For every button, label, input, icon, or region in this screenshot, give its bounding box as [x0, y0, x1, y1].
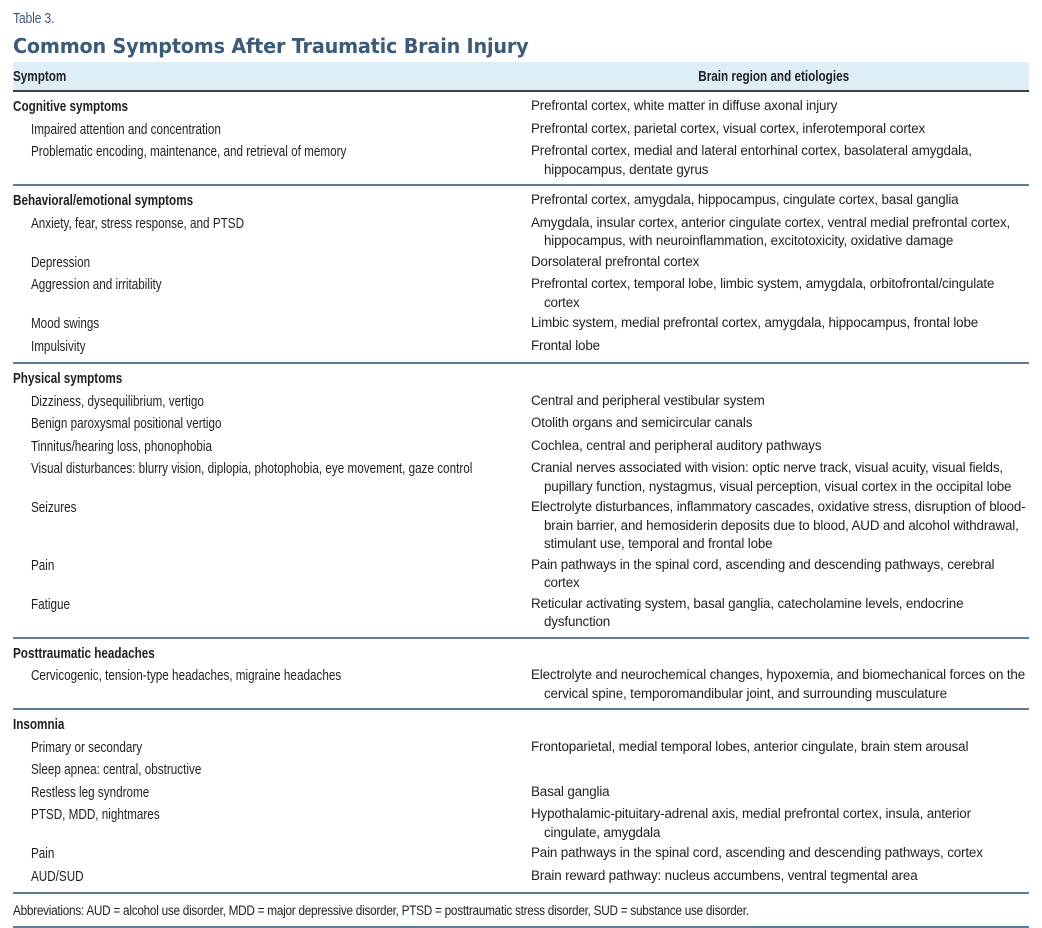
- region-cell: [518, 275, 1029, 314]
- table-row: [13, 666, 1029, 709]
- symptom-label: Mood swings: [30, 315, 100, 332]
- category-cell: [13, 709, 518, 738]
- table-row: [13, 783, 1029, 806]
- table-row: [13, 437, 1029, 460]
- symptom-cell: [13, 337, 518, 364]
- symptoms-table: [13, 62, 1029, 894]
- symptom-cell: [13, 275, 518, 314]
- region-cell: [518, 805, 1029, 844]
- category-cell: [13, 363, 518, 392]
- table-row: [13, 337, 1029, 364]
- table-header-row: [13, 62, 1029, 91]
- symptom-label: Impulsivity: [30, 337, 86, 355]
- category-region-cell: [518, 185, 1029, 214]
- symptom-cell: [13, 595, 518, 638]
- region-text: Pain pathways in the spinal cord, ascending and descending pathways, cortex: [531, 845, 983, 860]
- region-cell: [518, 414, 1029, 437]
- category-cell: [13, 638, 518, 667]
- symptom-label: Aggression and irritability: [30, 276, 162, 293]
- table-title: Common Symptoms After Traumatic Brain Injury: [13, 34, 529, 58]
- symptom-cell: [13, 253, 518, 276]
- table-row: [13, 314, 1029, 337]
- symptom-cell: [13, 437, 518, 460]
- symptom-label: Pain: [30, 845, 55, 862]
- region-cell: [518, 437, 1029, 460]
- table-row: [13, 844, 1029, 867]
- category-row: [13, 185, 1029, 214]
- region-cell: [518, 556, 1029, 595]
- category-region-cell: [518, 638, 1029, 667]
- region-cell: [518, 337, 1029, 364]
- region-text: Basal ganglia: [531, 783, 610, 799]
- region-text: Reticular activating system, basal ganglia, catecholamine levels, endocrine dysfunction: [531, 595, 964, 629]
- symptom-label: Benign paroxysmal positional vertigo: [30, 415, 222, 432]
- region-text: Pain pathways in the spinal cord, ascending and descending pathways, cerebral cortex: [531, 556, 995, 590]
- region-cell: [518, 844, 1029, 867]
- category-cell: [13, 185, 518, 214]
- region-cell: [518, 783, 1029, 806]
- category-label: Behavioral/emotional symptoms: [13, 192, 194, 209]
- symptom-cell: [13, 142, 518, 185]
- symptom-label: Cervicogenic, tension-type headaches, migraine headaches: [30, 667, 342, 684]
- region-text: Cochlea, central and peripheral auditory pathways: [531, 437, 822, 453]
- table-row: [13, 120, 1029, 143]
- region-cell: [518, 314, 1029, 337]
- category-row: [13, 638, 1029, 667]
- symptom-cell: [13, 120, 518, 143]
- symptom-cell: [13, 666, 518, 709]
- table-row: [13, 556, 1029, 595]
- category-label: Insomnia: [13, 716, 65, 733]
- table-row: [13, 142, 1029, 185]
- symptom-cell: [13, 760, 518, 783]
- table-row: [13, 595, 1029, 638]
- symptom-label: Dizziness, dysequilibrium, vertigo: [30, 392, 204, 410]
- table-row: [13, 498, 1029, 556]
- symptom-cell: [13, 738, 518, 761]
- symptom-label: Impaired attention and concentration: [30, 120, 221, 138]
- category-label: Physical symptoms: [13, 370, 123, 387]
- category-row: [13, 363, 1029, 392]
- region-cell: [518, 459, 1029, 498]
- abbreviations-footnote: Abbreviations: AUD = alcohol use disorder, MDD = major depressive disorder, PTSD = posttraumatic stress disorder, SUD = substance use disorder.: [13, 902, 1029, 928]
- table-row: [13, 805, 1029, 844]
- region-text: Otolith organs and semicircular canals: [531, 415, 753, 430]
- category-region: Prefrontal cortex, amygdala, hippocampus, cingulate cortex, basal ganglia: [531, 192, 959, 207]
- table-row: [13, 459, 1029, 498]
- region-text: Brain reward pathway: nucleus accumbens, ventral tegmental area: [531, 867, 918, 883]
- symptom-cell: [13, 844, 518, 867]
- symptom-cell: [13, 214, 518, 253]
- symptom-cell: [13, 805, 518, 844]
- symptom-cell: [13, 459, 518, 498]
- table-row: [13, 214, 1029, 253]
- symptom-label: Primary or secondary: [30, 738, 143, 756]
- region-text: Cranial nerves associated with vision: optic nerve track, visual acuity, visual fields, pupillary function, nystagmus, visual perception, visual cortex in the occipital lobe: [531, 460, 1012, 494]
- region-text: Frontal lobe: [531, 337, 600, 353]
- symptom-label: Pain: [30, 556, 55, 574]
- region-cell: [518, 867, 1029, 894]
- column-header-brain-region: Brain region and etiologies: [518, 62, 1029, 91]
- region-text: Dorsolateral prefrontal cortex: [531, 253, 700, 269]
- category-region: Prefrontal cortex, white matter in diffuse axonal injury: [531, 98, 838, 113]
- region-text: Limbic system, medial prefrontal cortex, amygdala, hippocampus, frontal lobe: [531, 315, 979, 330]
- region-text: Prefrontal cortex, temporal lobe, limbic system, amygdala, orbitofrontal/cingulate cortex: [531, 276, 995, 310]
- region-text: Electrolyte disturbances, inflammatory cascades, oxidative stress, disruption of blood-brain barrier, and hemosiderin deposits due to blood, AUD and alcohol withdrawal, stimulant use, temporal and frontal lobe: [531, 499, 1026, 551]
- symptom-label: Depression: [30, 253, 91, 271]
- symptom-label: AUD/SUD: [30, 867, 84, 885]
- table-row: [13, 760, 1029, 783]
- symptom-cell: [13, 556, 518, 595]
- category-row: [13, 91, 1029, 120]
- symptom-label: Visual disturbances: blurry vision, diplopia, photophobia, eye movement, gaze control: [30, 460, 473, 477]
- category-row: [13, 709, 1029, 738]
- table-row: [13, 253, 1029, 276]
- symptom-cell: [13, 498, 518, 556]
- symptom-label: PTSD, MDD, nightmares: [30, 806, 160, 823]
- region-cell: [518, 666, 1029, 709]
- region-cell: [518, 392, 1029, 415]
- region-cell: [518, 120, 1029, 143]
- symptom-label: Tinnitus/hearing loss, phonophobia: [30, 437, 212, 455]
- region-text: Frontoparietal, medial temporal lobes, anterior cingulate, brain stem arousal: [531, 738, 969, 754]
- region-text: Amygdala, insular cortex, anterior cingulate cortex, ventral medial prefrontal cortex, hippocampus, with neuroinflammation, excitotoxicity, oxidative damage: [531, 214, 1011, 248]
- symptom-label: Restless leg syndrome: [30, 783, 150, 801]
- region-text: Electrolyte and neurochemical changes, hypoxemia, and biomechanical forces on the cervical spine, temporomandibular joint, and surrounding musculature: [531, 667, 1026, 701]
- region-text: Central and peripheral vestibular system: [531, 392, 765, 408]
- region-cell: [518, 738, 1029, 761]
- table-row: [13, 275, 1029, 314]
- region-text: Prefrontal cortex, parietal cortex, visual cortex, inferotemporal cortex: [531, 120, 926, 136]
- region-text: Hypothalamic-pituitary-adrenal axis, medial prefrontal cortex, insula, anterior cingulate, amygdala: [531, 806, 971, 840]
- symptom-cell: [13, 783, 518, 806]
- symptom-label: Seizures: [30, 499, 77, 516]
- symptom-label: Fatigue: [30, 595, 70, 613]
- table-row: [13, 414, 1029, 437]
- category-region-cell: [518, 363, 1029, 392]
- category-cell: [13, 91, 518, 120]
- table-label: Table 3.: [13, 10, 55, 27]
- column-header-symptom: Symptom: [13, 62, 518, 91]
- symptom-label: Sleep apnea: central, obstructive: [30, 761, 202, 778]
- symptom-cell: [13, 314, 518, 337]
- category-label: Posttraumatic headaches: [13, 644, 155, 662]
- table-row: [13, 738, 1029, 761]
- table-row: [13, 392, 1029, 415]
- symptom-label: Problematic encoding, maintenance, and retrieval of memory: [30, 143, 347, 160]
- region-cell: [518, 214, 1029, 253]
- category-region-cell: [518, 709, 1029, 738]
- region-cell: [518, 142, 1029, 185]
- symptom-label: Anxiety, fear, stress response, and PTSD: [30, 214, 245, 232]
- region-cell: [518, 498, 1029, 556]
- symptom-cell: [13, 414, 518, 437]
- category-region-cell: [518, 91, 1029, 120]
- region-text: Prefrontal cortex, medial and lateral entorhinal cortex, basolateral amygdala, hippocampus, dentate gyrus: [531, 143, 972, 177]
- category-label: Cognitive symptoms: [13, 98, 129, 115]
- region-cell: [518, 595, 1029, 638]
- region-cell: [518, 760, 1029, 783]
- region-cell: [518, 253, 1029, 276]
- symptom-cell: [13, 392, 518, 415]
- symptom-cell: [13, 867, 518, 894]
- table-row: [13, 867, 1029, 894]
